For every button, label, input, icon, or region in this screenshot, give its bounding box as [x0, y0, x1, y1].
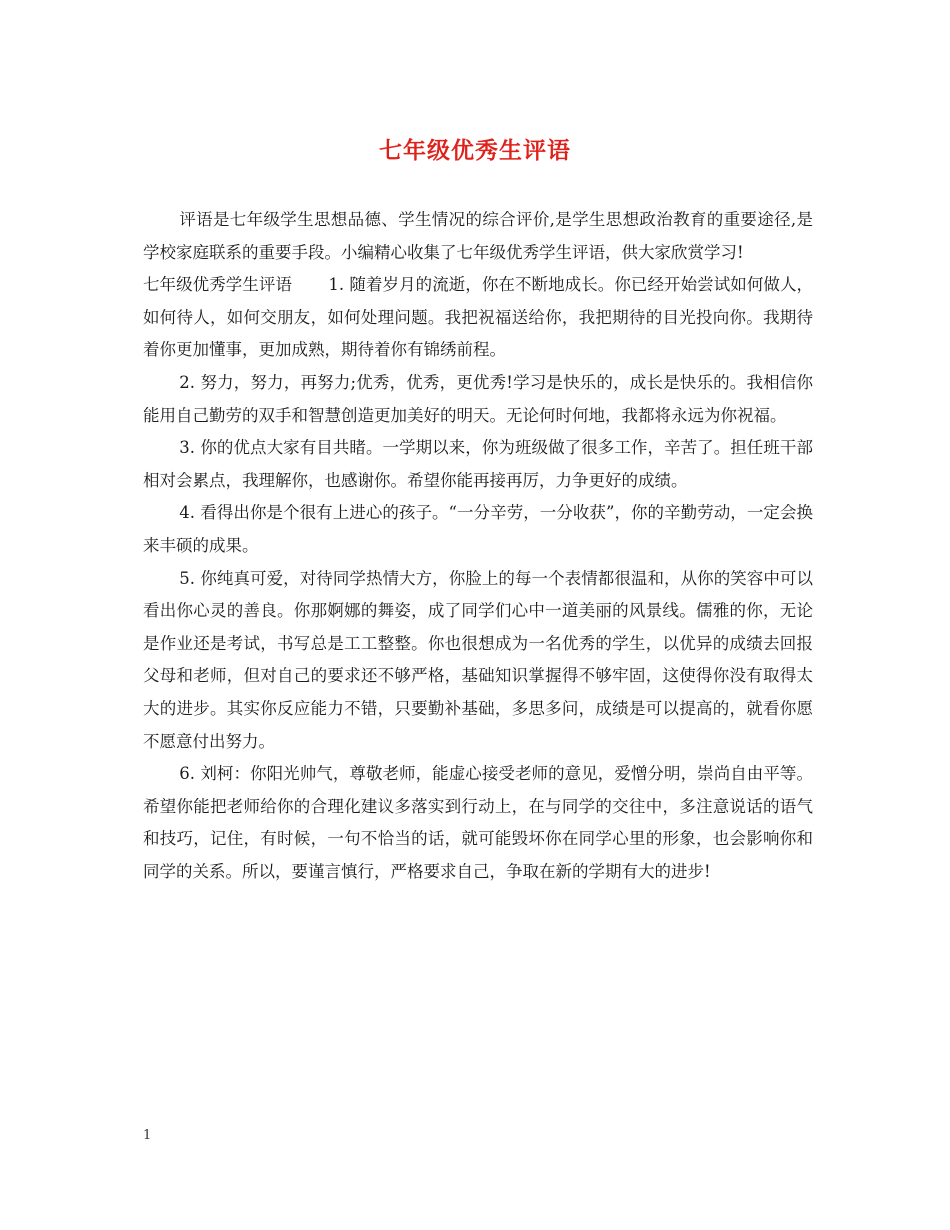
comment-paragraph-4: 4. 看得出你是个很有上进心的孩子。“一分辛劳，一分收获”，你的辛勤劳动，一定会换来丰硕的成果。: [143, 503, 813, 555]
intro-paragraph: 评语是七年级学生思想品德、学生情况的综合评价,是学生思想政治教育的重要途径,是学校家庭联系的重要手段。小编精心收集了七年级优秀学生评语，供大家欣赏学习!: [143, 210, 813, 262]
comment-paragraph-5: 5. 你纯真可爱，对待同学热情大方，你脸上的每一个表情都很温和，从你的笑容中可以看出你心灵的善良。你那婀娜的舞姿，成了同学们心中一道美丽的风景线。儒雅的你，无论是作业还是考试，书写总是工工整整。你也很想成为一名优秀的学生，以优异的成绩去回报父母和老师，但对自己的要求还不够严格，基础知识掌握得不够牢固，这使得你没有取得太大的进步。其实你反应能力不错，只要勤补基础，多思多问，成绩是可以提高的，就看你愿不愿意付出努力。: [143, 568, 813, 751]
document-body: [143, 204, 813, 888]
document-title: 七年级优秀生评语: [379, 137, 571, 164]
section-heading: 七年级优秀学生评语: [143, 275, 293, 295]
comment-paragraph-6: 6. 刘柯：你阳光帅气，尊敬老师，能虚心接受老师的意见，爱憎分明，崇尚自由平等。希望你能把老师给你的合理化建议多落实到行动上，在与同学的交往中，多注意说话的语气和技巧，记住，有时候，一句不恰当的话，就可能毁坏你在同学心里的形象，也会影响你和同学的关系。所以，要谨言慎行，严格要求自己，争取在新的学期有大的进步!: [143, 764, 813, 881]
page-number: 1: [143, 1128, 152, 1143]
comment-paragraph-1: [143, 269, 813, 367]
comment-paragraph-2: 2. 努力，努力，再努力;优秀，优秀，更优秀!学习是快乐的，成长是快乐的。我相信你能用自己勤劳的双手和智慧创造更加美好的明天。无论何时何地，我都将永远为你祝福。: [143, 372, 813, 425]
comment-paragraph-3: 3. 你的优点大家有目共睹。一学期以来，你为班级做了很多工作，辛苦了。担任班干部相对会累点，我理解你，也感谢你。希望你能再接再厉，力争更好的成绩。: [143, 438, 813, 490]
comment-text-1: 1. 随着岁月的流逝，你在不断地成长。你已经开始尝试如何做人，如何待人，如何交朋友，如何处理问题。我把祝福送给你，我把期待的目光投向你。我期待着你更加懂事，更加成熟，期待着你有锦绣前程。: [143, 275, 813, 360]
